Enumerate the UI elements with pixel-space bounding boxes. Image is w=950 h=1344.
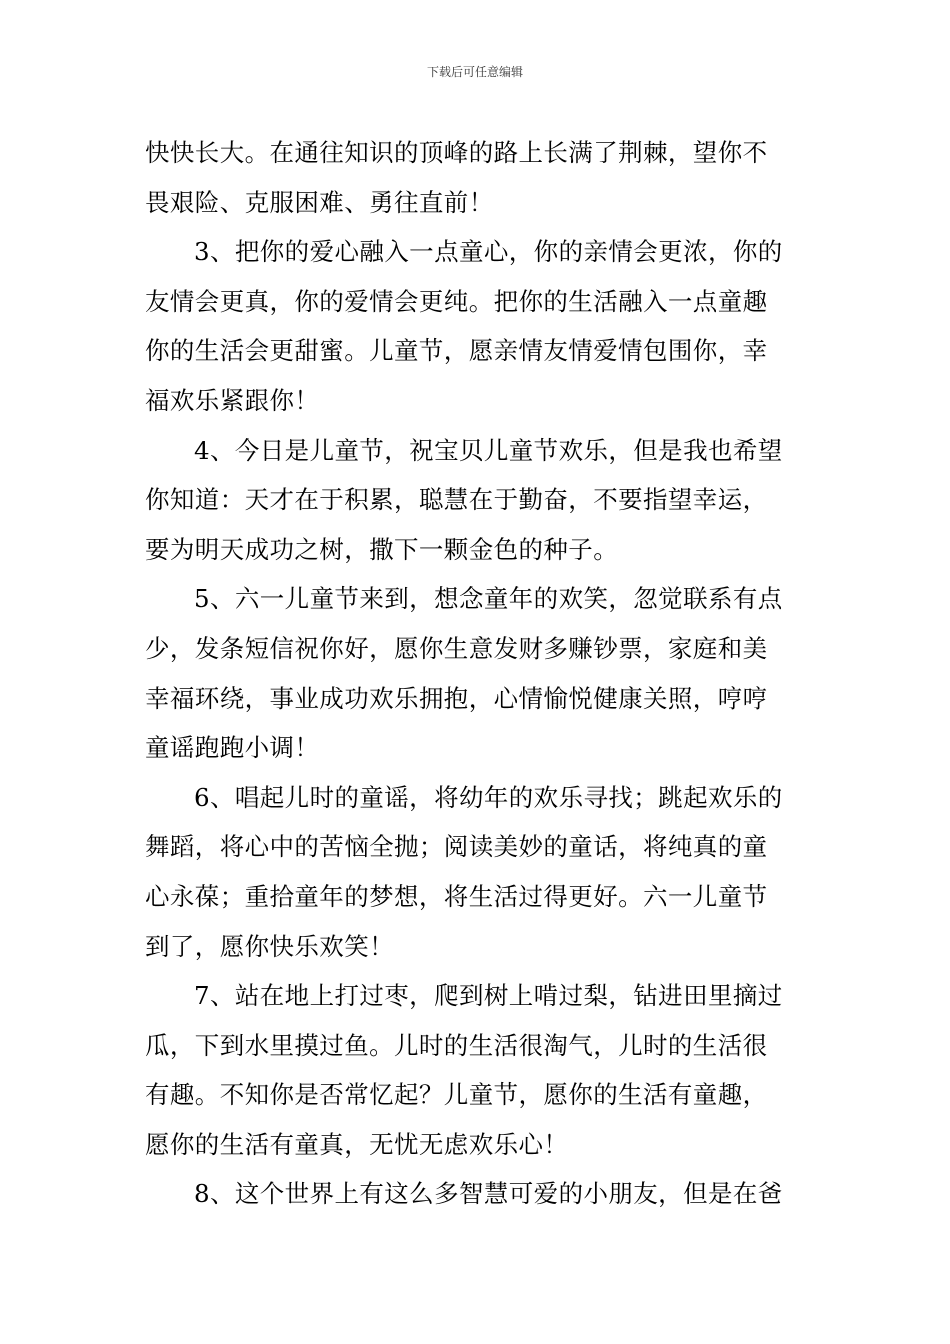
text-line: 童谣跑跑小调！ [145,733,320,763]
text-line: 友情会更真，你的爱情会更纯。把你的生活融入一点童趣 [145,286,768,316]
text-line: 福欢乐紧跟你！ [145,385,320,415]
text-line: 舞蹈，将心中的苦恼全抛；阅读美妙的童话，将纯真的童 [145,832,768,862]
paragraph-item-5 [145,574,808,772]
text-line: 你知道：天才在于积累，聪慧在于勤奋，不要指望幸运， [145,485,768,515]
text-line: 你的生活会更甜蜜。儿童节，愿亲情友情爱情包围你，幸 [145,336,768,366]
text-line: 要为明天成功之树，撒下一颗金色的种子。 [145,534,619,564]
document-body [145,128,808,1219]
text-line: 3、把你的爱心融入一点童心，你的亲情会更浓，你的 [194,237,783,267]
text-line: 畏艰险、克服困难、勇往直前！ [145,187,494,217]
text-line: 愿你的生活有童真，无忧无虑欢乐心！ [145,1129,569,1159]
text-line: 4、今日是儿童节，祝宝贝儿童节欢乐，但是我也希望 [194,435,783,465]
paragraph-item-4 [145,426,808,575]
paragraph-continuation [145,128,808,227]
text-line: 幸福环绕，事业成功欢乐拥抱，心情愉悦健康关照，哼哼 [145,683,768,713]
text-line: 快快长大。在通往知识的顶峰的路上长满了荆棘，望你不 [145,138,768,167]
text-line: 到了，愿你快乐欢笑！ [145,931,394,961]
page-header: 下载后可任意编辑 [426,65,523,79]
paragraph-item-3 [145,227,808,425]
text-line: 6、唱起儿时的童谣，将幼年的欢乐寻找；跳起欢乐的 [194,782,783,812]
text-line: 少，发条短信祝你好，愿你生意发财多赚钞票，家庭和美 [145,633,768,663]
paragraph-item-8 [145,1169,808,1219]
paragraph-item-6 [145,773,808,971]
text-line: 瓜，下到水里摸过鱼。儿时的生活很淘气，儿时的生活很 [145,1030,768,1060]
text-line: 心永葆；重拾童年的梦想，将生活过得更好。六一儿童节 [145,881,768,911]
text-line: 5、六一儿童节来到，想念童年的欢笑，忽觉联系有点 [194,584,783,614]
text-line: 有趣。不知你是否常忆起？儿童节，愿你的生活有童趣， [145,1080,768,1110]
text-line: 8、这个世界上有这么多智慧可爱的小朋友，但是在爸 [194,1179,783,1209]
text-line: 7、站在地上打过枣，爬到树上啃过梨，钻进田里摘过 [194,981,783,1011]
paragraph-item-7 [145,971,808,1169]
